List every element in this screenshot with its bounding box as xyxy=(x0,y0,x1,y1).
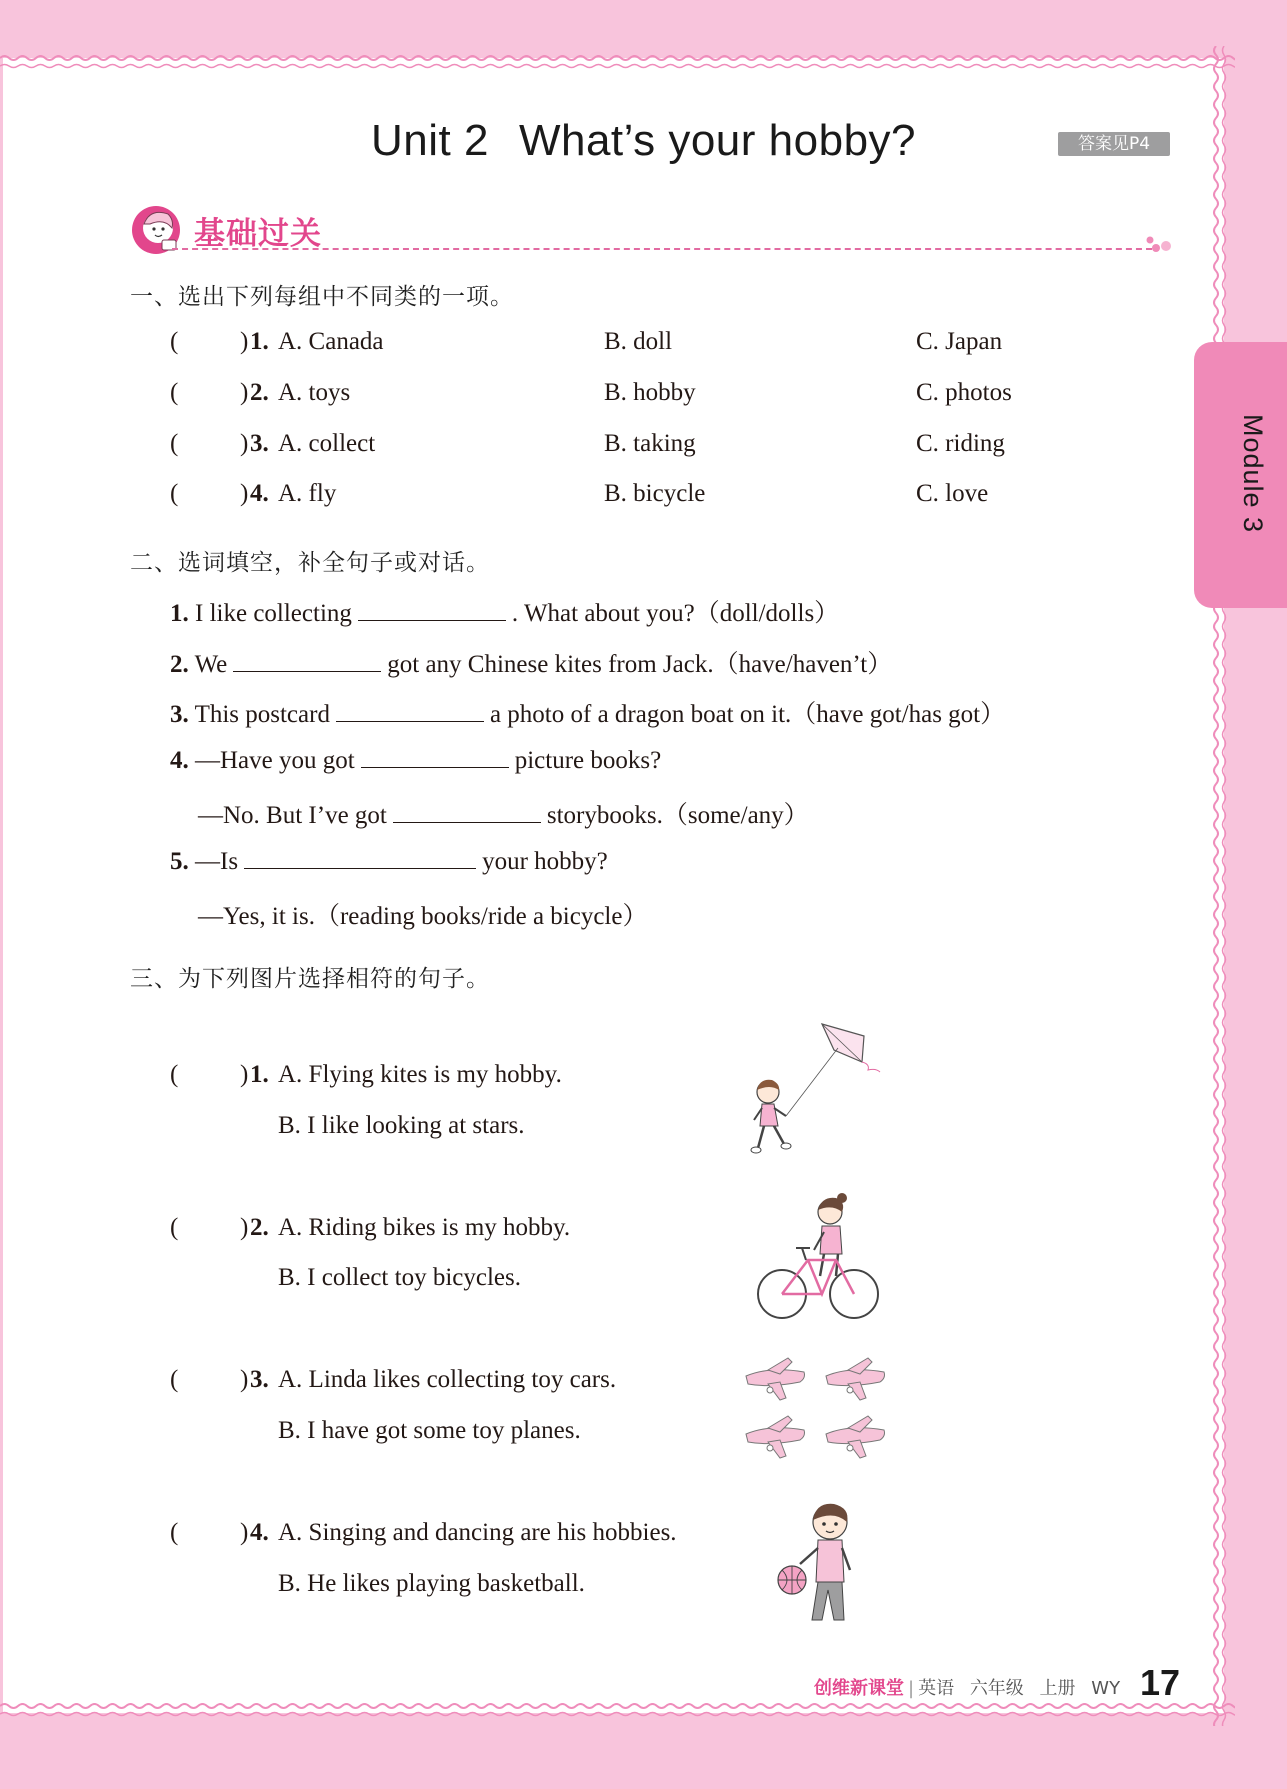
unit-label: Unit 2 xyxy=(370,116,489,165)
option-b: B. I have got some toy planes. xyxy=(278,1417,581,1444)
option-b: B. I like looking at stars. xyxy=(278,1112,525,1139)
item-number: 1. xyxy=(250,1061,269,1088)
unit-title: What’s your hobby? xyxy=(518,116,917,165)
answer-bracket-open: ( xyxy=(170,379,179,406)
answer-bracket-close: ) xyxy=(240,430,249,457)
option-b: B. He likes playing basketball. xyxy=(278,1570,585,1597)
option-a: A. collect xyxy=(278,430,376,457)
answer-bracket-close: ) xyxy=(240,480,249,507)
answer-bracket-open: ( xyxy=(170,1061,179,1088)
answer-bracket-open: ( xyxy=(170,430,179,457)
answer-bracket-close: ) xyxy=(240,328,249,355)
girl-figure xyxy=(814,1193,847,1276)
sentence-start: I like collecting xyxy=(195,600,352,627)
boy-basketball-picture xyxy=(772,1498,868,1634)
sentence-end: your hobby? xyxy=(482,848,608,875)
q2-item-5-reply xyxy=(198,896,647,932)
footer-separator: | xyxy=(908,1678,915,1699)
q2-item-5 xyxy=(170,846,608,876)
answer-bracket-close: ) xyxy=(240,1366,249,1393)
wavy-border-right xyxy=(1204,46,1234,1726)
wavy-border-bottom xyxy=(0,1696,1235,1726)
sentence-start: —No. But I’ve got xyxy=(198,802,387,829)
item-number: 2. xyxy=(250,1214,269,1241)
question-3-heading: 三、为下列图片选择相符的句子。 xyxy=(130,966,490,992)
item-number: 2. xyxy=(170,651,189,678)
answer-bracket-open: ( xyxy=(170,1366,179,1393)
item-number: 4. xyxy=(250,1519,269,1546)
wavy-border-top xyxy=(0,46,1235,76)
option-a: A. toys xyxy=(278,379,351,406)
toy-plane-icon xyxy=(746,1358,805,1400)
q2-item-2 xyxy=(170,644,892,680)
sentence-end: storybooks.（some/any） xyxy=(546,802,809,829)
option-b: B. bicycle xyxy=(604,480,706,507)
item-number: 4. xyxy=(250,480,269,507)
answer-bracket-close: ) xyxy=(240,379,249,406)
q2-item-4-reply xyxy=(198,795,809,831)
option-c: C. love xyxy=(916,480,989,507)
answer-bracket-open: ( xyxy=(170,480,179,507)
answer-bracket-open: ( xyxy=(170,328,179,355)
sentence-start: We xyxy=(194,651,228,678)
sentence-start: This postcard xyxy=(194,701,330,728)
page-footer xyxy=(814,1674,1120,1700)
boy-figure xyxy=(751,1080,791,1153)
answer-blank[interactable] xyxy=(393,800,541,823)
question-2-heading: 二、选词填空，补全句子或对话。 xyxy=(130,550,490,576)
sentence-start: —Yes, it is.（reading books/ride a bicycle） xyxy=(198,903,648,930)
answer-blank[interactable] xyxy=(361,745,509,768)
option-a: A. fly xyxy=(278,480,337,507)
answer-blank[interactable] xyxy=(336,699,484,722)
girl-riding-bike-picture xyxy=(750,1190,888,1330)
item-number: 3. xyxy=(170,701,189,728)
question-1-heading: 一、选出下列每组中不同类的一项。 xyxy=(130,284,514,310)
option-b: B. taking xyxy=(604,430,696,457)
sentence-start: —Is xyxy=(195,848,239,875)
section-divider xyxy=(172,248,1152,250)
item-number: 3. xyxy=(250,430,269,457)
module-label: Module 3 xyxy=(1238,414,1268,534)
publisher-brand: 创维新课堂 xyxy=(814,1678,904,1699)
sentence-start: —Have you got xyxy=(195,747,355,774)
option-c: C. riding xyxy=(916,430,1005,457)
answer-blank[interactable] xyxy=(358,598,506,621)
item-number: 1. xyxy=(170,600,189,627)
kite-icon xyxy=(822,1024,880,1072)
page-number: 17 xyxy=(1140,1662,1181,1703)
bicycle-icon xyxy=(758,1248,878,1318)
answer-blank[interactable] xyxy=(244,846,476,869)
option-a: A. Linda likes collecting toy cars. xyxy=(278,1366,617,1393)
item-number: 4. xyxy=(170,747,189,774)
item-number: 1. xyxy=(250,328,269,355)
volume-label: 上册 xyxy=(1039,1678,1076,1699)
answer-bracket-open: ( xyxy=(170,1214,179,1241)
item-number: 5. xyxy=(170,848,189,875)
sentence-end: got any Chinese kites from Jack.（have/haven’t） xyxy=(387,651,893,678)
option-c: C. photos xyxy=(916,379,1012,406)
divider-dots-icon xyxy=(1144,234,1174,258)
option-a: A. Flying kites is my hobby. xyxy=(278,1061,562,1088)
option-b: B. I collect toy bicycles. xyxy=(278,1264,521,1291)
subject-label: 英语 xyxy=(918,1678,955,1699)
item-number: 2. xyxy=(250,379,269,406)
answer-bracket-close: ) xyxy=(240,1061,249,1088)
toy-planes-picture xyxy=(736,1350,896,1468)
q2-item-1 xyxy=(170,593,839,629)
boy-figure xyxy=(800,1504,850,1620)
sentence-end: a photo of a dragon boat on it.（have got/has got） xyxy=(489,701,1006,728)
toy-plane-icon xyxy=(746,1416,805,1458)
sentence-end: . What about you?（doll/dolls） xyxy=(511,600,840,627)
item-number: 3. xyxy=(250,1366,269,1393)
q2-item-3 xyxy=(170,694,1005,730)
kite-flying-boy-picture xyxy=(740,1020,890,1170)
option-a: A. Canada xyxy=(278,328,384,355)
grade-label: 六年级 xyxy=(969,1678,1024,1699)
answer-reference-badge: 答案见P4 xyxy=(1058,132,1170,156)
option-b: B. hobby xyxy=(604,379,696,406)
sentence-end: picture books? xyxy=(514,747,662,774)
answer-bracket-open: ( xyxy=(170,1519,179,1546)
option-c: C. Japan xyxy=(916,328,1003,355)
answer-bracket-close: ) xyxy=(240,1519,249,1546)
answer-bracket-close: ) xyxy=(240,1214,249,1241)
q2-item-4 xyxy=(170,745,661,775)
toy-plane-icon xyxy=(826,1416,885,1458)
option-a: A. Singing and dancing are his hobbies. xyxy=(278,1519,677,1546)
toy-plane-icon xyxy=(826,1358,885,1400)
basketball-icon xyxy=(778,1566,806,1594)
option-a: A. Riding bikes is my hobby. xyxy=(278,1214,571,1241)
option-b: B. doll xyxy=(604,328,673,355)
edition-label: WY xyxy=(1091,1678,1121,1699)
answer-blank[interactable] xyxy=(233,649,381,672)
section-title: 基础过关 xyxy=(194,216,322,252)
